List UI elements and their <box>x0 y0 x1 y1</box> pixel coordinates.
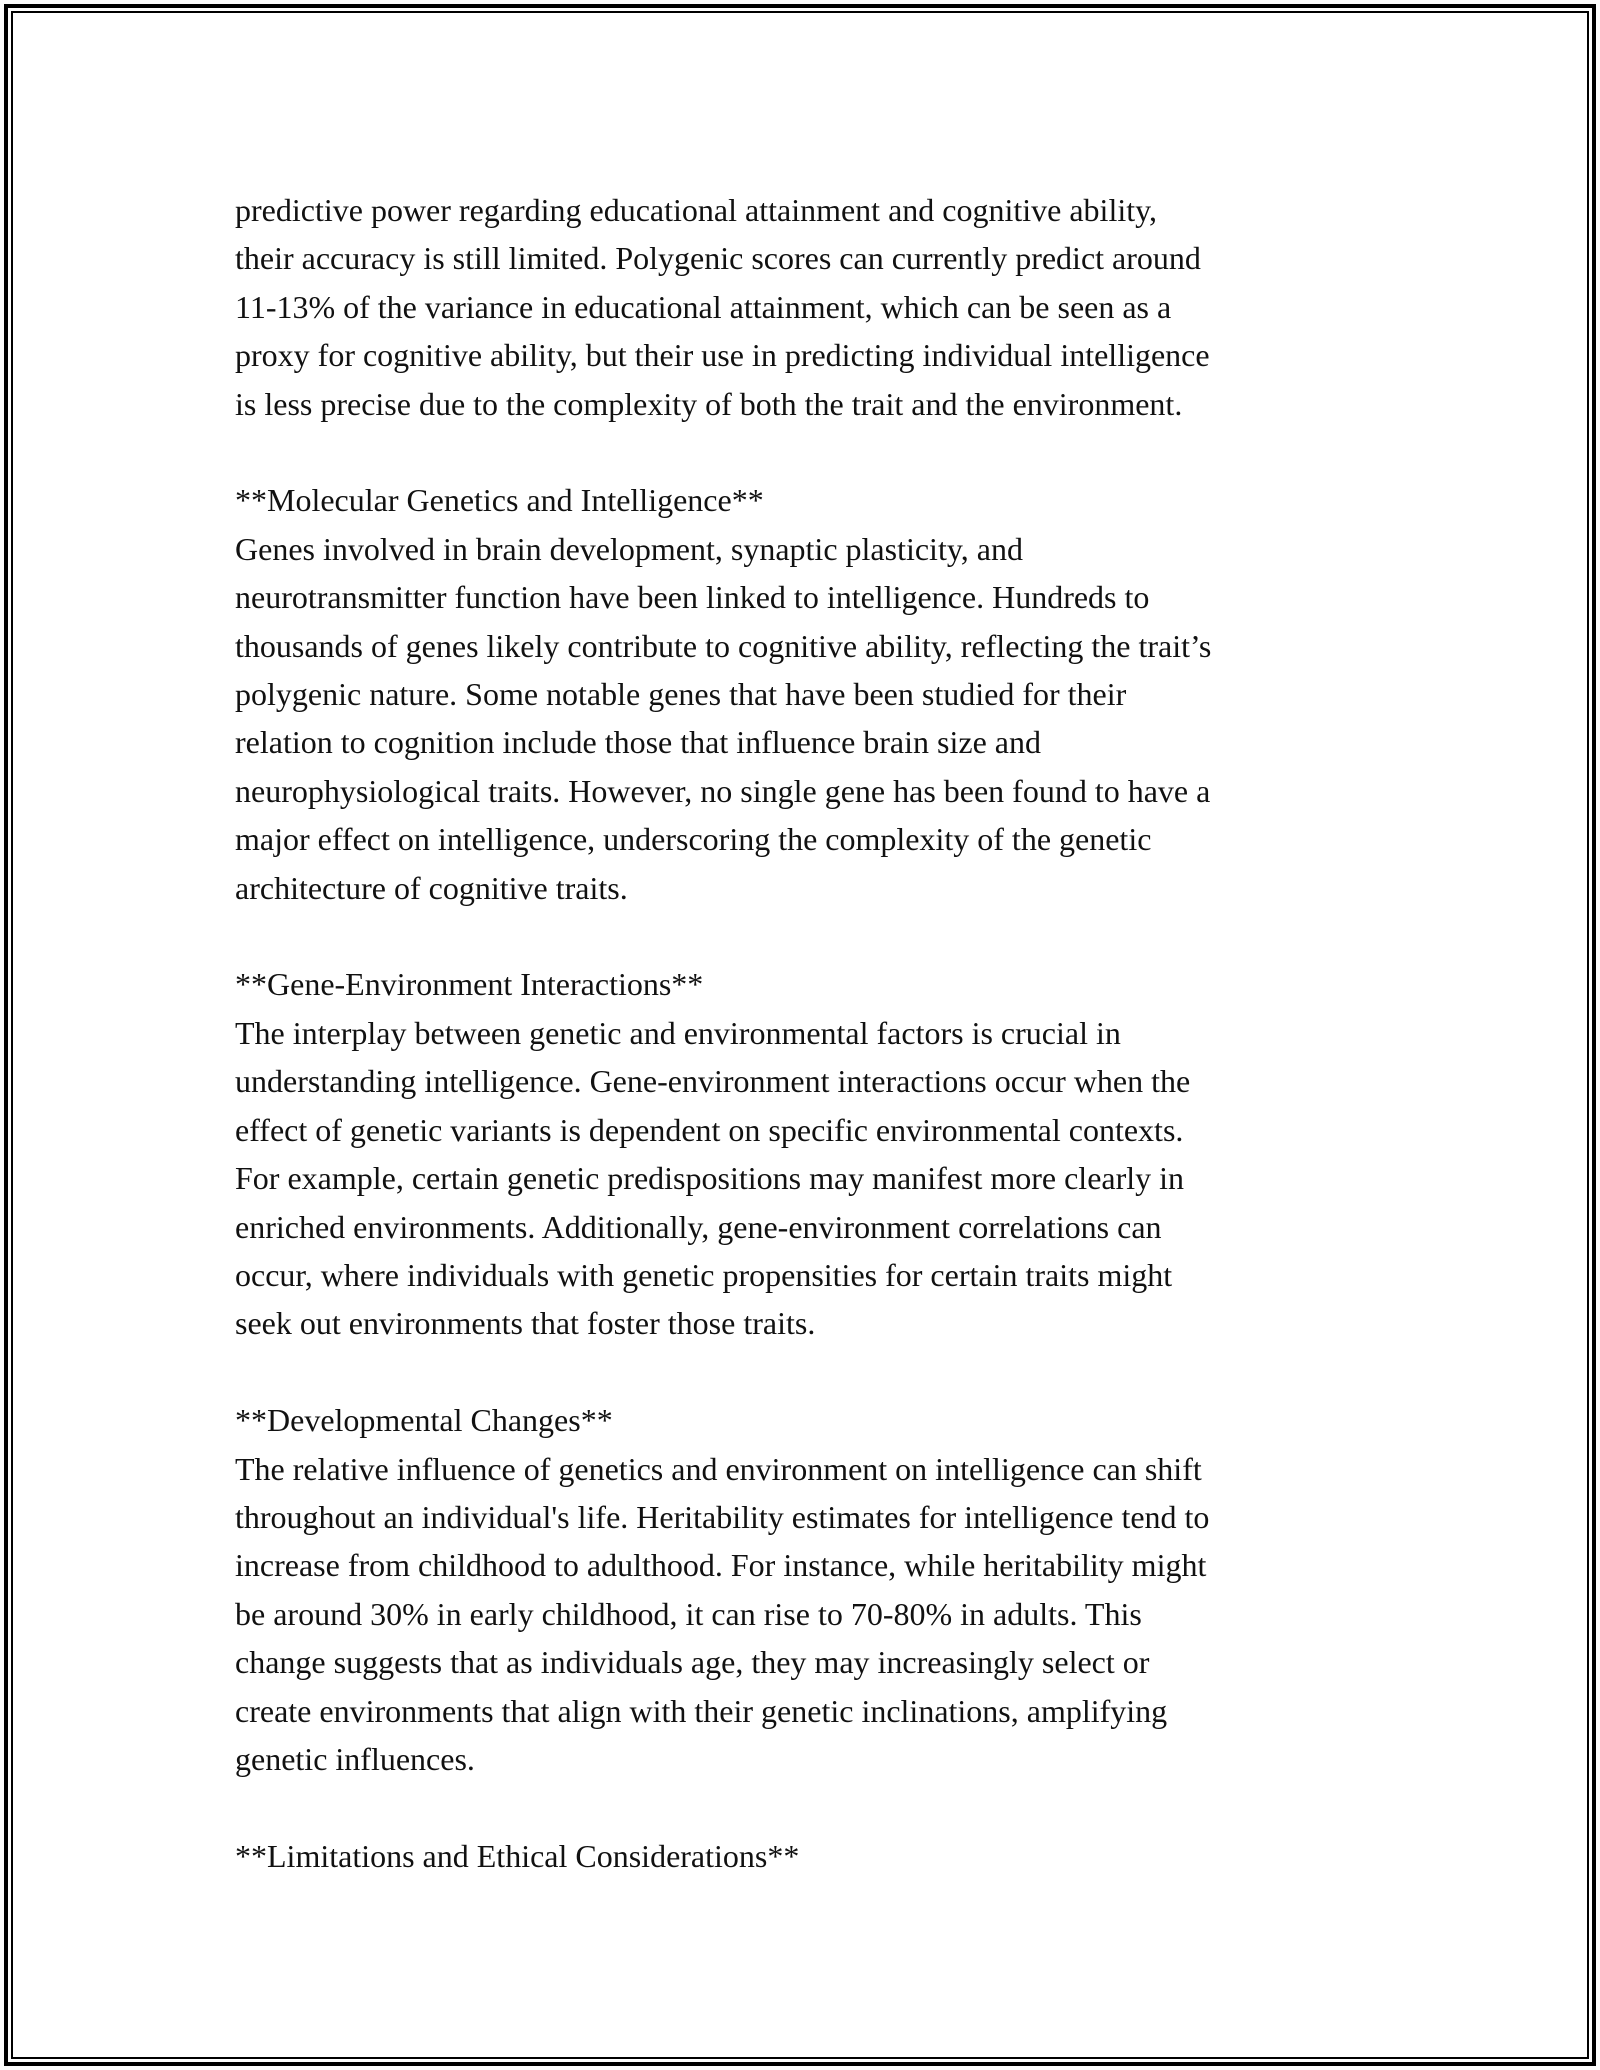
text-line: The interplay between genetic and environmental factors is crucial in <box>235 1014 1121 1051</box>
paragraph-developmental-changes <box>235 1445 1415 1784</box>
section-heading-limitations-ethics: **Limitations and Ethical Considerations** <box>235 1837 800 1874</box>
text-line: neurotransmitter function have been linked to intelligence. Hundreds to <box>235 579 1150 616</box>
paragraph-polygenic-scores <box>235 186 1415 428</box>
document-body <box>235 186 1415 1880</box>
text-line: proxy for cognitive ability, but their use in predicting individual intelligence <box>235 337 1210 374</box>
text-line: create environments that align with their genetic inclinations, amplifying <box>235 1692 1168 1729</box>
text-line: neurophysiological traits. However, no single gene has been found to have a <box>235 772 1211 809</box>
text-line: seek out environments that foster those traits. <box>235 1305 816 1342</box>
section-heading-developmental-changes: **Developmental Changes** <box>235 1402 613 1439</box>
text-line: occur, where individuals with genetic propensities for certain traits might <box>235 1256 1173 1293</box>
text-line: The relative influence of genetics and environment on intelligence can shift <box>235 1450 1202 1487</box>
text-line: throughout an individual's life. Heritability estimates for intelligence tend to <box>235 1498 1210 1535</box>
text-line: predictive power regarding educational attainment and cognitive ability, <box>235 192 1158 228</box>
text-line: is less precise due to the complexity of both the trait and the environment. <box>235 385 1183 422</box>
text-line: understanding intelligence. Gene-environment interactions occur when the <box>235 1063 1191 1100</box>
text-line: polygenic nature. Some notable genes that have been studied for their <box>235 676 1127 713</box>
text-line: their accuracy is still limited. Polygenic scores can currently predict around <box>235 240 1201 277</box>
text-line: architecture of cognitive traits. <box>235 869 628 906</box>
text-line: be around 30% in early childhood, it can rise to 70-80% in adults. This <box>235 1595 1142 1632</box>
text-line: For example, certain genetic predispositions may manifest more clearly in <box>235 1160 1185 1197</box>
section-heading-gene-environment: **Gene-Environment Interactions** <box>235 966 704 1003</box>
text-line: increase from childhood to adulthood. For instance, while heritability might <box>235 1547 1207 1584</box>
text-line: change suggests that as individuals age, they may increasingly select or <box>235 1644 1150 1681</box>
paragraph-molecular-genetics <box>235 525 1415 912</box>
text-line: effect of genetic variants is dependent on specific environmental contexts. <box>235 1111 1184 1148</box>
text-line: relation to cognition include those that influence brain size and <box>235 724 1041 761</box>
section-heading-molecular-genetics: **Molecular Genetics and Intelligence** <box>235 482 764 519</box>
text-line: Genes involved in brain development, synaptic plasticity, and <box>235 530 1023 567</box>
text-line: 11-13% of the variance in educational attainment, which can be seen as a <box>235 288 1172 325</box>
text-line: thousands of genes likely contribute to cognitive ability, reflecting the trait’s <box>235 627 1212 664</box>
text-line: genetic influences. <box>235 1740 475 1777</box>
paragraph-gene-environment <box>235 1009 1415 1348</box>
text-line: major effect on intelligence, underscoring the complexity of the genetic <box>235 821 1152 858</box>
text-line: enriched environments. Additionally, gene-environment correlations can <box>235 1208 1162 1245</box>
